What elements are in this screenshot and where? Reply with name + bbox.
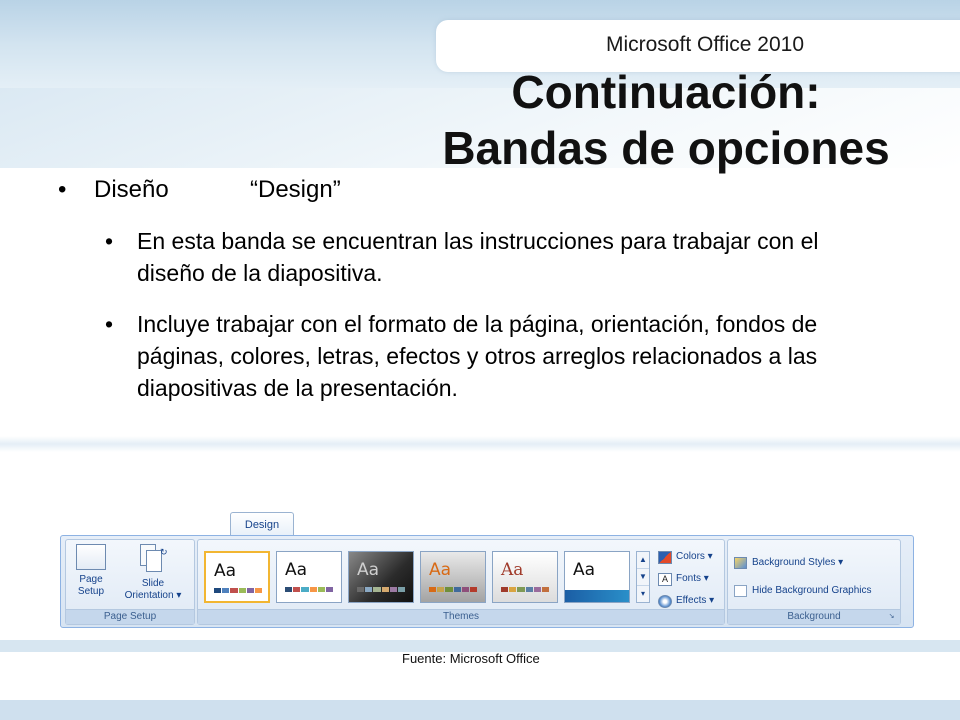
effects-icon bbox=[658, 595, 672, 608]
bullet-dot: • bbox=[58, 176, 67, 203]
gallery-more-icon[interactable]: ▾ bbox=[640, 589, 645, 598]
title-line-2: Bandas de opciones bbox=[442, 122, 890, 174]
checkbox-icon[interactable] bbox=[734, 585, 747, 597]
hide-background-graphics-label: Hide Background Graphics bbox=[752, 585, 872, 596]
bullet-text: En esta banda se encuentran las instrucciones para trabajar con el diseño de la diapositiva. bbox=[137, 228, 819, 286]
tab-design[interactable]: Design bbox=[230, 512, 294, 536]
bullet-text: Incluye trabajar con el formato de la página, orientación, fondos de páginas, colores, letras, efectos y otros arreglos relacionados a las diapositivas de la presentación. bbox=[137, 311, 818, 401]
source-caption: Fuente: Microsoft Office bbox=[402, 651, 540, 666]
group-background bbox=[727, 539, 901, 625]
fonts-icon: A bbox=[658, 573, 672, 586]
slide-orientation-icon: ↻ bbox=[138, 544, 168, 574]
slide-orientation-label: Slide Orientation ▾ bbox=[124, 578, 182, 601]
ribbon-panel bbox=[60, 535, 914, 628]
fonts-button[interactable] bbox=[658, 568, 726, 590]
page-setup-button[interactable] bbox=[70, 544, 112, 598]
scroll-down-icon[interactable]: ▼ bbox=[637, 569, 649, 586]
fonts-label: Fonts ▾ bbox=[676, 573, 709, 584]
group-label-page-setup: Page Setup bbox=[66, 609, 194, 624]
page-setup-label: Page Setup bbox=[77, 574, 105, 597]
group-themes bbox=[197, 539, 725, 625]
ribbon-screenshot bbox=[60, 512, 914, 628]
theme-thumbnail-4[interactable]: Aa bbox=[420, 551, 486, 603]
theme-thumbnail-2[interactable]: Aa bbox=[276, 551, 342, 603]
effects-label: Effects ▾ bbox=[676, 595, 715, 606]
dialog-launcher-icon[interactable]: ↘ bbox=[888, 613, 895, 620]
background-styles-icon bbox=[734, 557, 747, 569]
scroll-up-icon[interactable]: ▲ bbox=[637, 552, 649, 569]
bullet-term: Diseño bbox=[94, 176, 169, 203]
group-label-background: Background bbox=[728, 609, 900, 624]
background-styles-label: Background Styles ▾ bbox=[752, 557, 844, 568]
theme-thumbnail-3[interactable]: Aa bbox=[348, 551, 414, 603]
colors-icon bbox=[658, 551, 672, 564]
hide-background-graphics-checkbox[interactable] bbox=[734, 580, 872, 602]
page-setup-icon bbox=[76, 544, 106, 570]
slide-orientation-button[interactable] bbox=[114, 544, 192, 602]
theme-thumbnail-6[interactable]: Aa bbox=[564, 551, 630, 603]
colors-button[interactable] bbox=[658, 546, 726, 568]
slide-mid-band bbox=[0, 436, 960, 452]
bullet-dot: • bbox=[105, 311, 114, 337]
slide-title bbox=[372, 64, 960, 176]
theme-options-list bbox=[658, 546, 726, 612]
background-styles-button[interactable] bbox=[734, 552, 843, 574]
group-label-themes: Themes bbox=[198, 609, 724, 624]
themes-gallery-scroll[interactable] bbox=[636, 551, 650, 603]
title-line-1: Continuación: bbox=[511, 66, 821, 118]
bullet-dot: • bbox=[105, 228, 114, 254]
slide-bottom-strip bbox=[0, 700, 960, 720]
bullet-quote: “Design” bbox=[250, 176, 341, 203]
theme-thumbnail-5[interactable]: Aa bbox=[492, 551, 558, 603]
slide-subtitle: Microsoft Office 2010 bbox=[605, 33, 805, 56]
group-page-setup bbox=[65, 539, 195, 625]
theme-thumbnail-office[interactable]: Aa bbox=[204, 551, 270, 603]
colors-label: Colors ▾ bbox=[676, 551, 713, 562]
